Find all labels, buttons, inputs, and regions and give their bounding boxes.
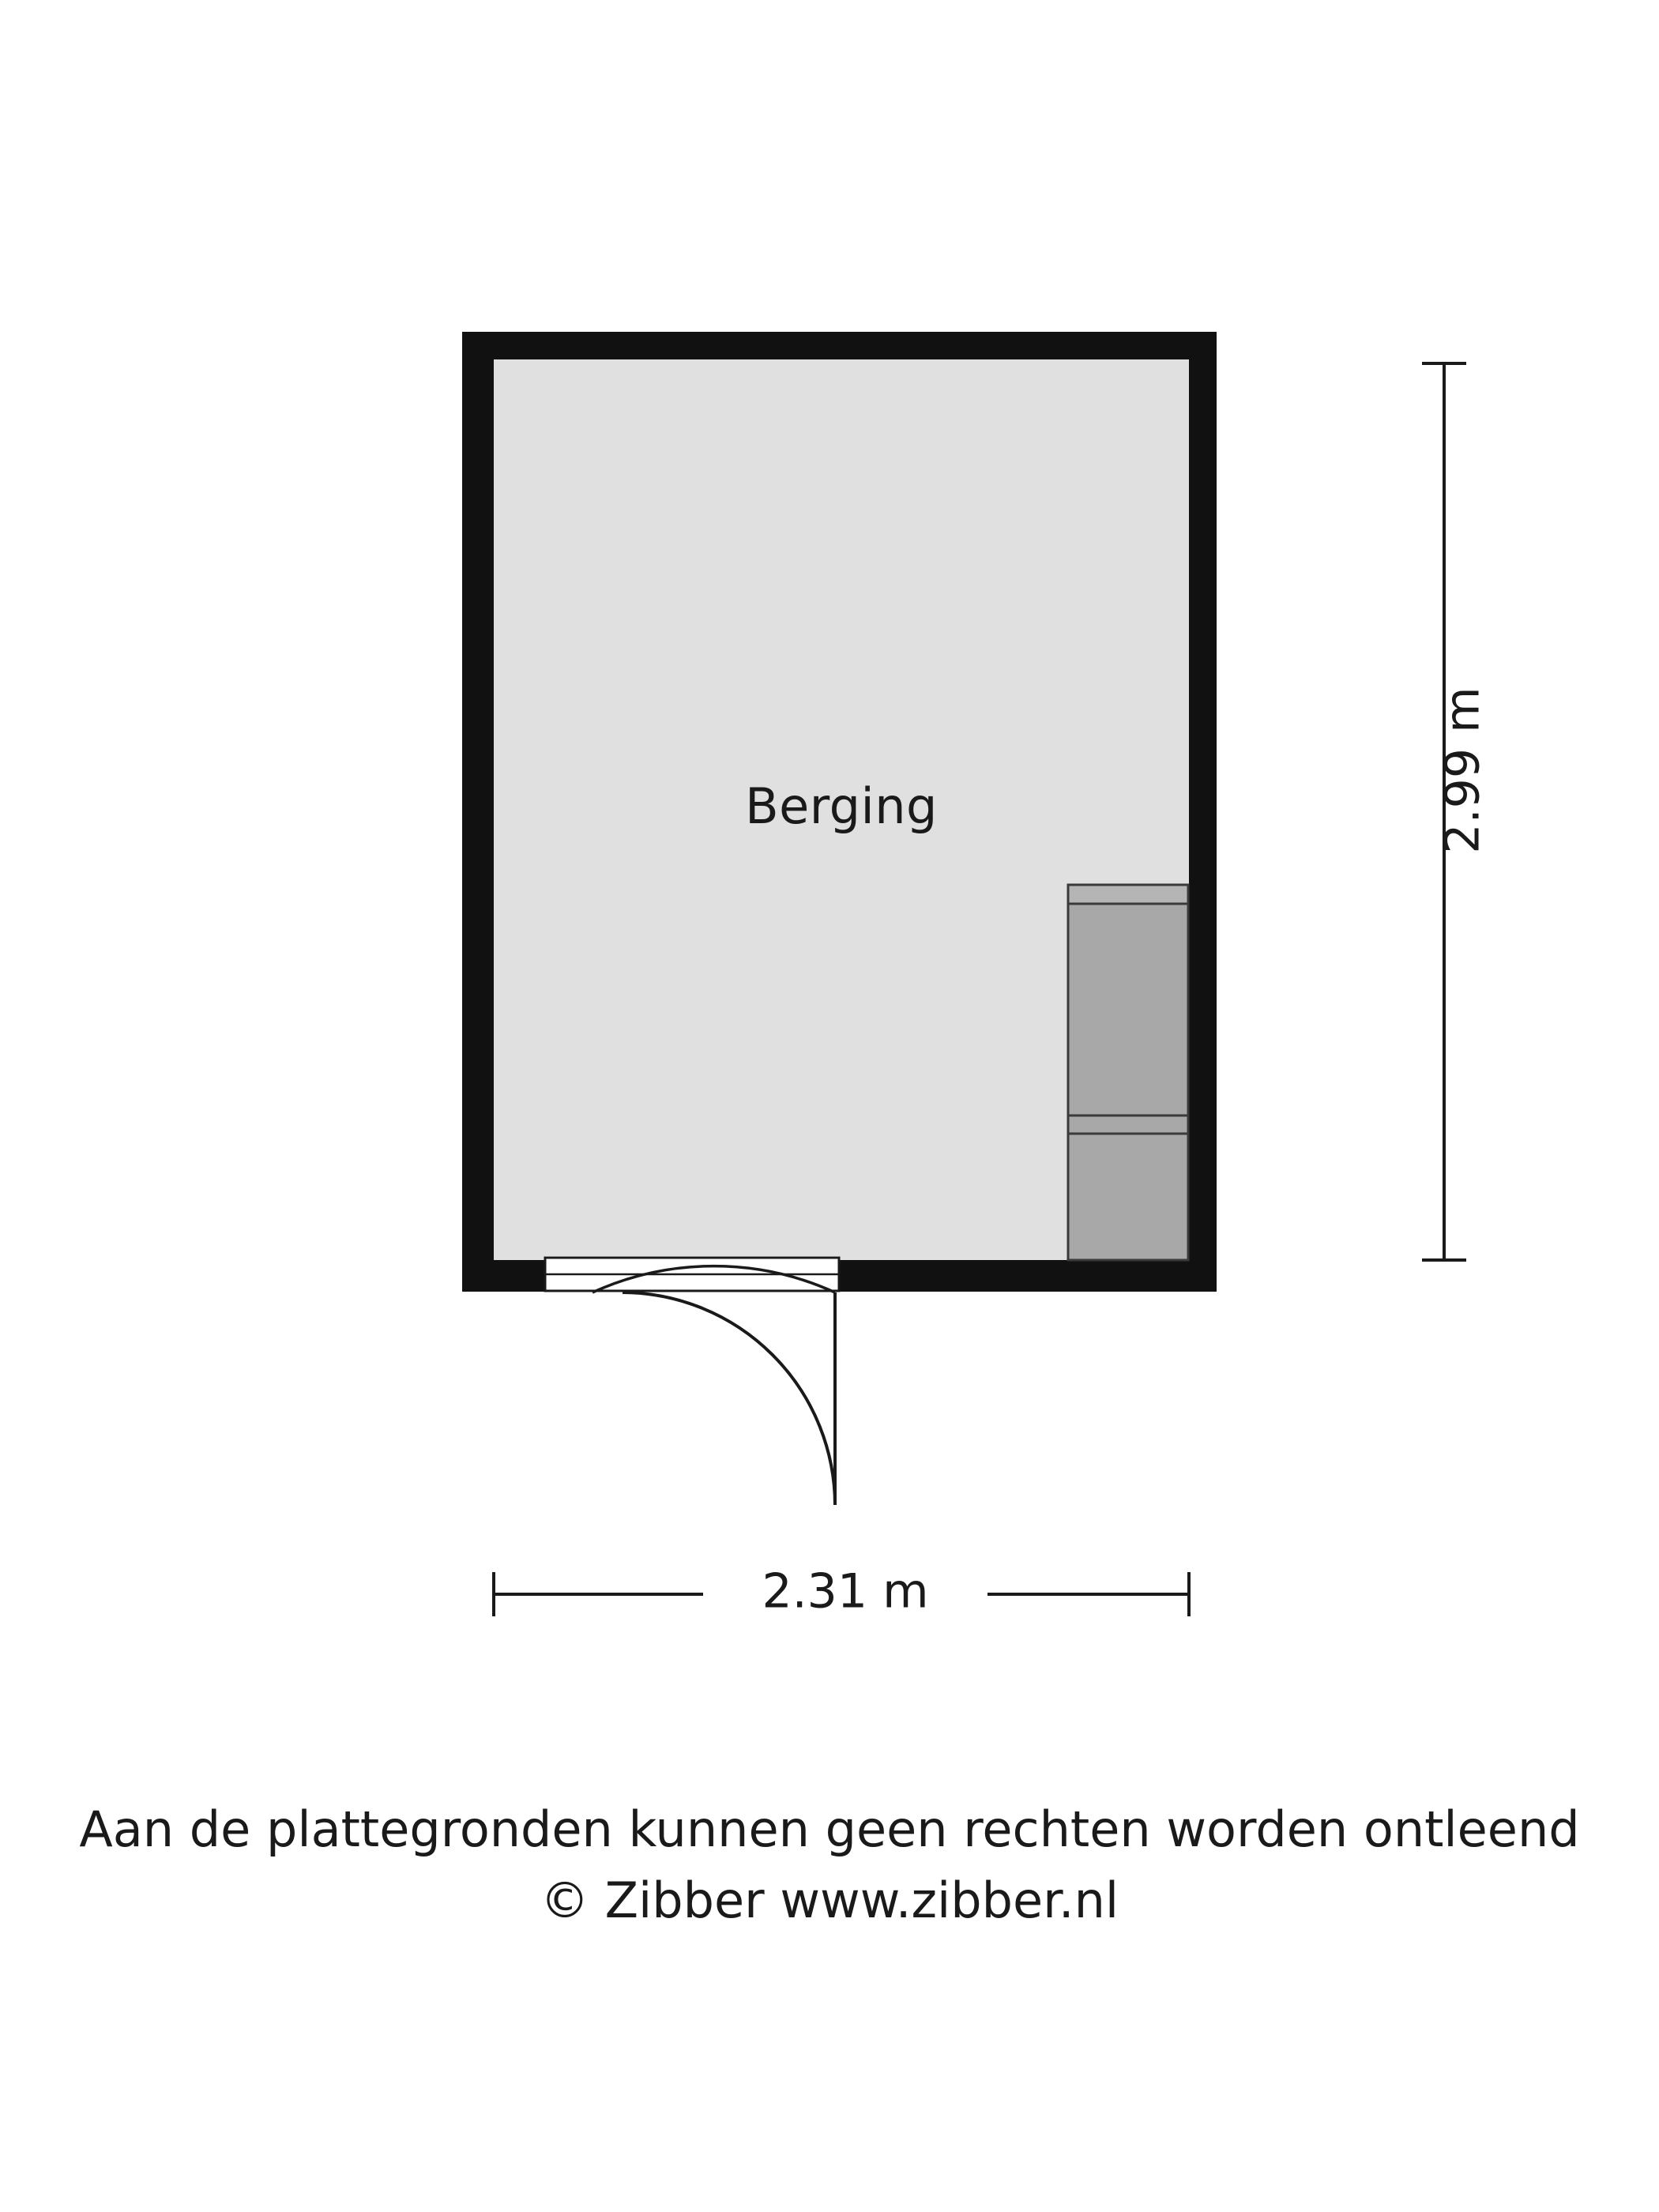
entry-door [545, 1256, 839, 1505]
room-label: Berging [745, 777, 938, 836]
footer-disclaimer: Aan de plattegronden kunnen geen rechten worden ontleend [79, 1800, 1580, 1859]
dimension-height-label: 2.99 m [1435, 687, 1491, 854]
dimension-width-label: 2.31 m [762, 1563, 929, 1620]
storage-cabinet [1068, 885, 1188, 1260]
dimension-width [494, 1560, 1189, 1628]
dimension-height [1422, 363, 1491, 1260]
footer-credit: © Zibber www.zibber.nl [540, 1872, 1119, 1930]
